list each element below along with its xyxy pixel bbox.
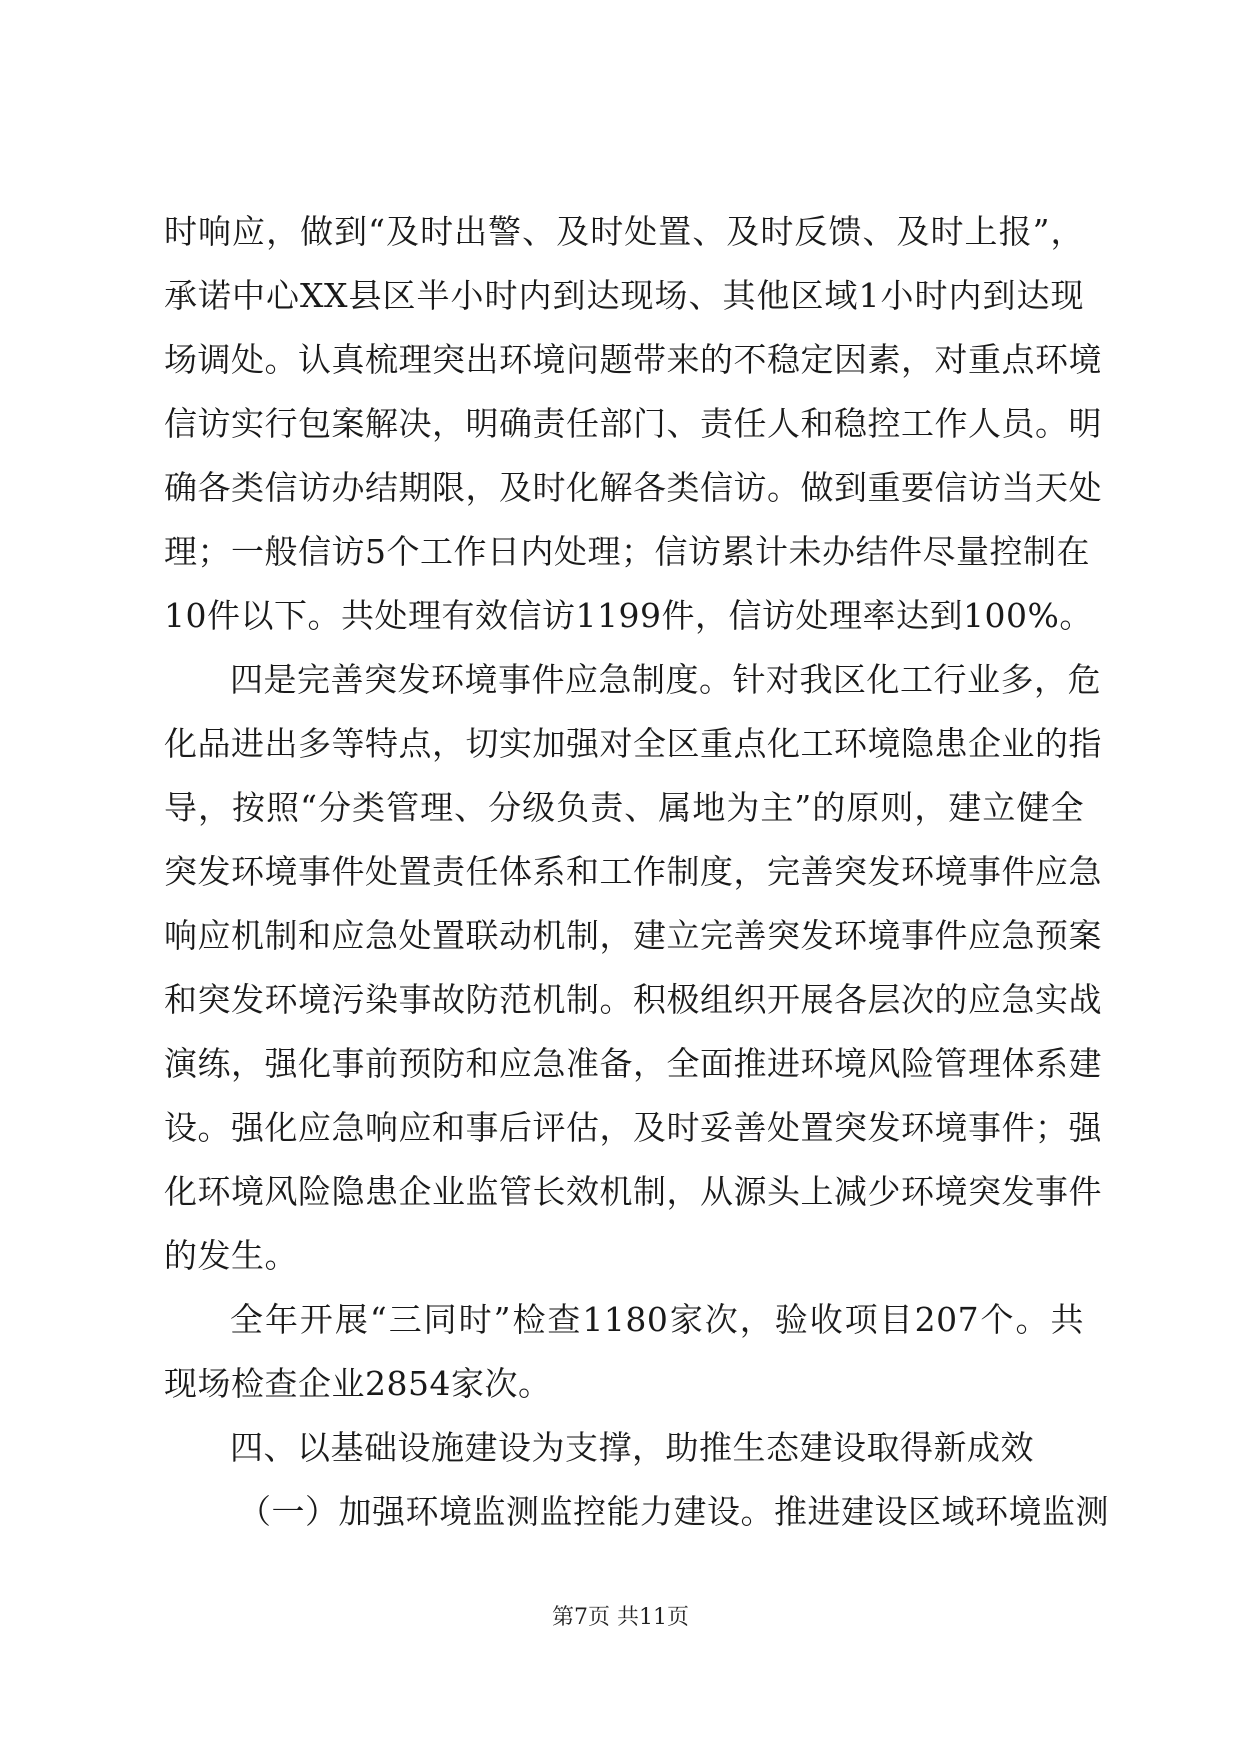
text-line: 理；一般信访5个工作日内处理；信访累计未办结件尽量控制在 (164, 532, 1090, 571)
text-line: 设。强化应急响应和事后评估，及时妥善处置突发环境事件；强 (164, 1108, 1102, 1147)
text-line: 突发环境事件处置责任体系和工作制度，完善突发环境事件应急 (164, 852, 1102, 891)
text-line: 化品进出多等特点，切实加强对全区重点化工环境隐患企业的指 (164, 724, 1102, 763)
text-line: （一）加强环境监测监控能力建设。推进建设区域环境监测 (238, 1492, 1109, 1531)
text-line: 的发生。 (164, 1236, 298, 1275)
text-line: 现场检查企业2854家次。 (164, 1364, 552, 1403)
text-line: 时响应，做到“及时出警、及时处置、及时反馈、及时上报”， (164, 212, 1084, 251)
text-line: 10件以下。共处理有效信访1199件，信访处理率达到100%。 (164, 596, 1093, 635)
text-line: 四是完善突发环境事件应急制度。针对我区化工行业多，危 (230, 660, 1101, 699)
text-line: 化环境风险隐患企业监管长效机制，从源头上减少环境突发事件 (164, 1172, 1102, 1211)
text-line: 信访实行包案解决，明确责任部门、责任人和稳控工作人员。明 (164, 404, 1102, 443)
text-line: 和突发环境污染事故防范机制。积极组织开展各层次的应急实战 (164, 980, 1102, 1019)
document-body (164, 200, 1109, 1544)
text-line: 场调处。认真梳理突出环境问题带来的不稳定因素，对重点环境 (164, 340, 1102, 379)
text-line: 响应机制和应急处置联动机制，建立完善突发环境事件应急预案 (164, 916, 1102, 955)
text-line: 四、以基础设施建设为支撑，助推生态建设取得新成效 (230, 1428, 1034, 1467)
text-line: 确各类信访办结期限，及时化解各类信访。做到重要信访当天处 (164, 468, 1102, 507)
text-line: 演练，强化事前预防和应急准备，全面推进环境风险管理体系建 (164, 1044, 1102, 1083)
page-footer: 第7页 共11页 (552, 1605, 689, 1630)
text-line: 承诺中心XX县区半小时内到达现场、其他区域1小时内到达现 (164, 276, 1084, 315)
text-line: 导，按照“分类管理、分级负责、属地为主”的原则，建立健全 (164, 788, 1084, 827)
text-line: 全年开展“三同时”检查1180家次，验收项目207个。共 (230, 1300, 1084, 1339)
